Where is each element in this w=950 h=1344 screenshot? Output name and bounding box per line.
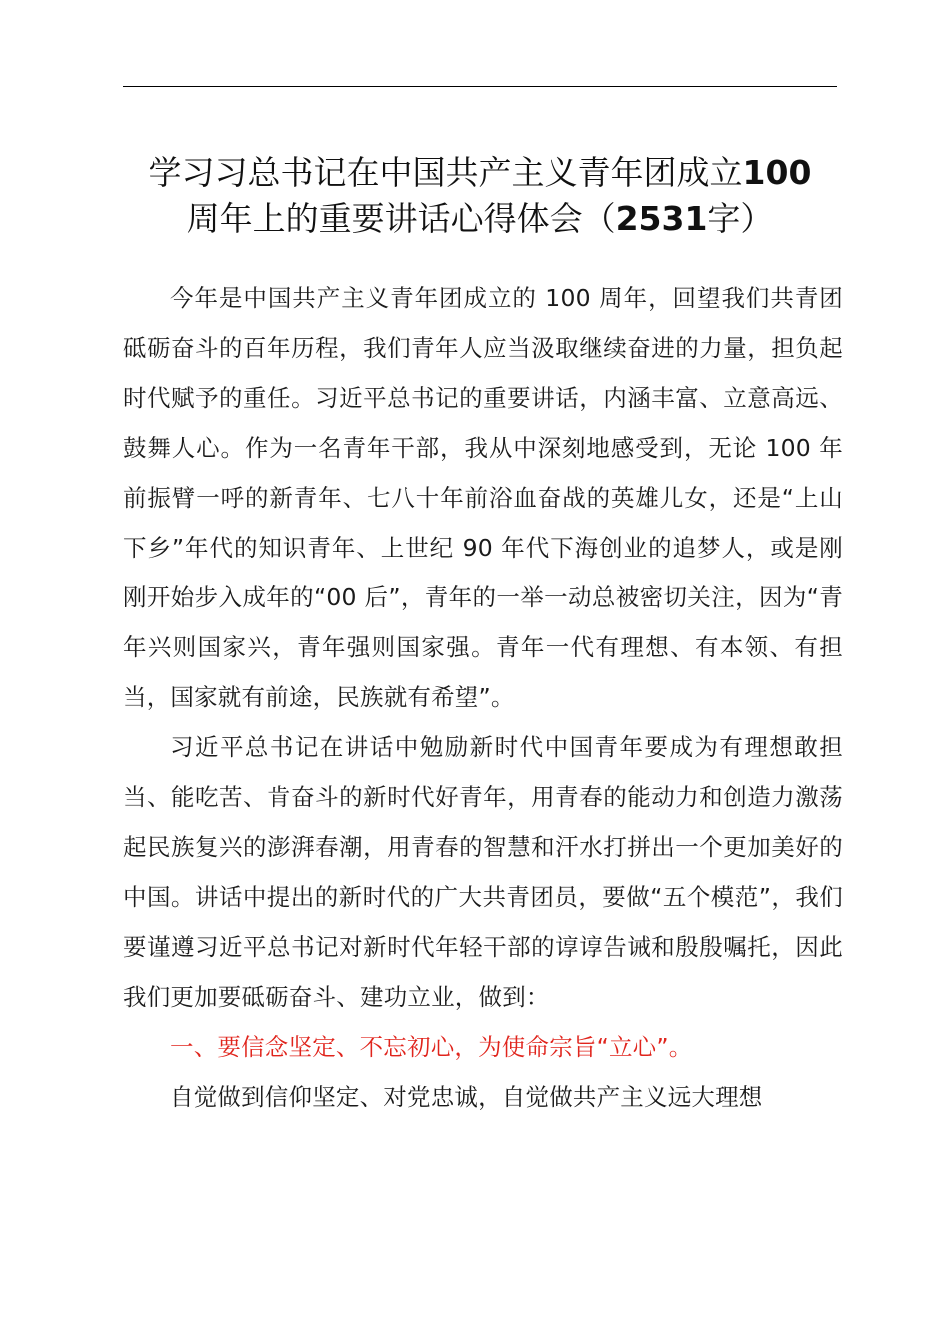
- title-line-1: [110, 150, 850, 196]
- title-line-2-number: 2531: [615, 199, 708, 238]
- document-body: [123, 274, 843, 1122]
- paragraph-1: 今年是中国共产主义青年团成立的 100 周年，回望我们共青团砥砺奋斗的百年历程，我们青年人应当汲取继续奋进的力量，担负起时代赋予的重任。习近平总书记的重要讲话，内涵丰富、立意高远、鼓舞人心。作为一名青年干部，我从中深刻地感受到，无论 100 年前振臂一呼的新青年、七八十年前浴血奋战的英雄儿女，还是“上山下乡”年代的知识青年、上世纪 90 年代下海创业的追梦人，或是刚刚开始步入成年的“00 后”，青年的一举一动总被密切关注，因为“青年兴则国家兴，青年强则国家强。青年一代有理想、有本领、有担当，国家就有前途，民族就有希望”。: [123, 284, 843, 712]
- paragraph-2: 习近平总书记在讲话中勉励新时代中国青年要成为有理想敢担当、能吃苦、肯奋斗的新时代好青年，用青春的能动力和创造力激荡起民族复兴的澎湃春潮，用青春的智慧和汗水打拼出一个更加美好的中国。讲话中提出的新时代的广大共青团员，要做“五个模范”，我们要谨遵习近平总书记对新时代年轻干部的谆谆告诫和殷殷嘱托，因此我们更加要砥砺奋斗、建功立业，做到：: [123, 733, 843, 1011]
- paragraph-3: 自觉做到信仰坚定、对党忠诚，自觉做共产主义远大理想: [170, 1082, 763, 1111]
- title-line-2-post: 字）: [707, 199, 774, 238]
- title-line-2: [110, 196, 850, 242]
- title-line-1-text: 学习习总书记在中国共产主义青年团成立: [148, 153, 743, 192]
- title-line-2-pre: 周年上的重要讲话心得体会（: [186, 199, 616, 238]
- header-rule: [123, 86, 837, 87]
- section-heading-1: 一、要信念坚定、不忘初心，为使命宗旨“立心”。: [170, 1032, 693, 1061]
- document-title: [110, 150, 850, 242]
- title-line-1-number: 100: [742, 153, 812, 192]
